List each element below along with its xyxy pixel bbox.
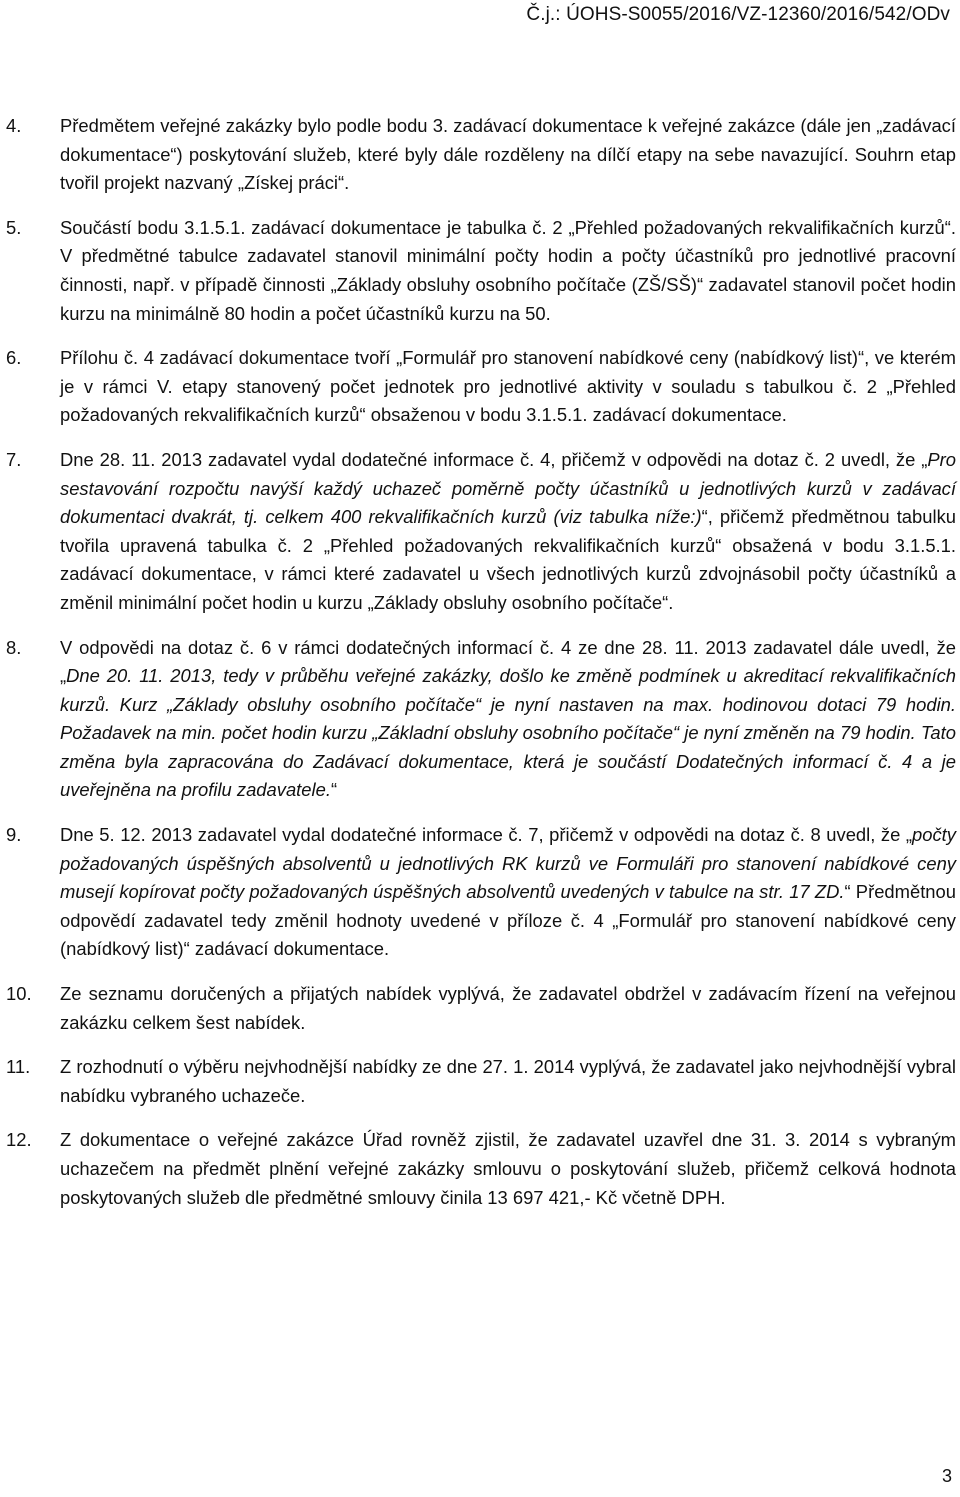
paragraph-text: Ze seznamu doručených a přijatých nabídek vyplývá, že zadavatel obdržel v zadávacím řízení na veřejnou zakázku celkem šest nabídek. [60, 983, 956, 1033]
italic-quote-text: počty požadovaných úspěšných absolventů u jednotlivých RK kurzů ve Formuláři pro stanovení nabídkové ceny musejí kopírovat počty požadovaných úspěšných absolventů uvedených v tabulce na str. 17 ZD. [60, 824, 956, 903]
paragraph-text: Přílohu č. 4 zadávací dokumentace tvoří „Formulář pro stanovení nabídkové ceny (nabídkový list)“, ve kterém je v rámci V. etapy stanovený počet jednotek pro jednotlivé aktivity v souladu s tabulkou č. 2 „Přehled požadovaných rekvalifikačních kurzů“ obsaženou v bodu 3.1.5.1. zadávací dokumentace. [60, 347, 956, 426]
paragraph-text: “ Předmětnou odpovědí zadavatel tedy změnil hodnoty uvedené v příloze č. 4 „Formulář pro stanovení nabídkové ceny (nabídkový list)“ zadávací dokumentace. [60, 881, 956, 960]
paragraph-number: 8. [6, 636, 22, 658]
paragraph-number: 12. [6, 1129, 32, 1151]
paragraph-item [0, 1126, 960, 1212]
paragraph-item [0, 634, 960, 806]
paragraph-item [0, 214, 960, 328]
paragraph-item [0, 344, 960, 430]
paragraph-number: 10. [6, 983, 32, 1005]
paragraph-number: 6. [6, 347, 22, 369]
paragraph-number: 4. [6, 115, 22, 136]
paragraph-number: 5. [6, 216, 22, 238]
italic-quote-text: Dne 20. 11. 2013, tedy v průběhu veřejné zakázky, došlo ke změně podmínek u akreditací rekvalifikačních kurzů. Kurz „Základy obsluhy osobního počítače“ je nyní nastaven na max. hodinovou dotaci 79 hodin. Požadavek na min. počet hodin kurzu „Základní obsluhy osobního počítače“ je nyní změněn na 79 hodin. Tato změna byla zapracována do Zadávací dokumentace, která je součástí Dodatečných informací č. 4 a je uveřejněna na profilu zadavatele. [60, 665, 956, 801]
italic-quote-text: Pro sestavování rozpočtu navýší každý uchazeč poměrně počty účastníků u jednotlivých kurzů v zadávací dokumentaci dvakrát, tj. celkem 400 rekvalifikačních kurzů (viz tabulka níže:) [60, 448, 956, 528]
paragraph-text: “, přičemž předmětnou tabulku tvořila upravená tabulka č. 2 „Přehled požadovaných rekvalifikačních kurzů“ obsažená v bodu 3.1.5.1. zadávací dokumentace, v rámci které zadavatel u všech jednotlivých kurzů zdvojnásobil počty účastníků a změnil minimální počet hodin u kurzu „Základy obsluhy osobního počítače“. [60, 506, 956, 613]
paragraph-text: Předmětem veřejné zakázky bylo podle bodu 3. zadávací dokumentace k veřejné zakázce (dále jen „zadávací dokumentace“) poskytování služeb, které byly dále rozděleny na dílčí etapy na sebe navazující. Souhrn etap tvořil projekt nazvaný „Získej práci“. [60, 115, 956, 194]
paragraph-number: 9. [6, 824, 22, 846]
document-reference-number: Č.j.: ÚOHS-S0055/2016/VZ-12360/2016/542/ODv [526, 4, 950, 25]
paragraph-text: “ [330, 779, 338, 801]
paragraph-item [0, 821, 960, 964]
paragraph-number: 7. [6, 448, 22, 470]
paragraph-item [0, 980, 960, 1037]
paragraph-text: Z dokumentace o veřejné zakázce Úřad rovněž zjistil, že zadavatel uzavřel dne 31. 3. 2014 s vybraným uchazečem na předmět plnění veřejné zakázky smlouvu o poskytování služeb, přičemž celková hodnota poskytovaných služeb dle předmětné smlouvy činila 13 697 421,- Kč včetně DPH. [60, 1129, 956, 1208]
paragraph-item [0, 446, 960, 618]
paragraph-text: Dne 5. 12. 2013 zadavatel vydal dodatečné informace č. 7, přičemž v odpovědi na dotaz č. 8 uvedl, že „ [60, 824, 913, 846]
page-number: 3 [941, 1466, 952, 1486]
paragraph-item [0, 1053, 960, 1110]
numbered-paragraph-list [0, 112, 960, 1228]
paragraph-item [0, 112, 960, 198]
paragraph-text: V odpovědi na dotaz č. 6 v rámci dodatečných informací č. 4 ze dne 28. 11. 2013 zadavatel dále uvedl, že „ [60, 636, 956, 687]
paragraph-text: Součástí bodu 3.1.5.1. zadávací dokumentace je tabulka č. 2 „Přehled požadovaných rekvalifikačních kurzů“. V předmětné tabulce zadavatel stanovil minimální počty hodin a počty účastníků pro jednotlivé pracovní činnosti, např. v případě činnosti „Základy obsluhy osobního počítače (ZŠ/SŠ)“ zadavatel stanovil počet hodin kurzu na minimálně 80 hodin a počet účastníků kurzu na 50. [60, 216, 956, 324]
paragraph-number: 11. [6, 1056, 31, 1078]
paragraph-text: Dne 28. 11. 2013 zadavatel vydal dodatečné informace č. 4, přičemž v odpovědi na dotaz č. 2 uvedl, že „ [60, 448, 928, 470]
paragraph-text: Z rozhodnutí o výběru nejvhodnější nabídky ze dne 27. 1. 2014 vyplývá, že zadavatel jako nejvhodnější vybral nabídku vybraného uchazeče. [60, 1056, 956, 1106]
